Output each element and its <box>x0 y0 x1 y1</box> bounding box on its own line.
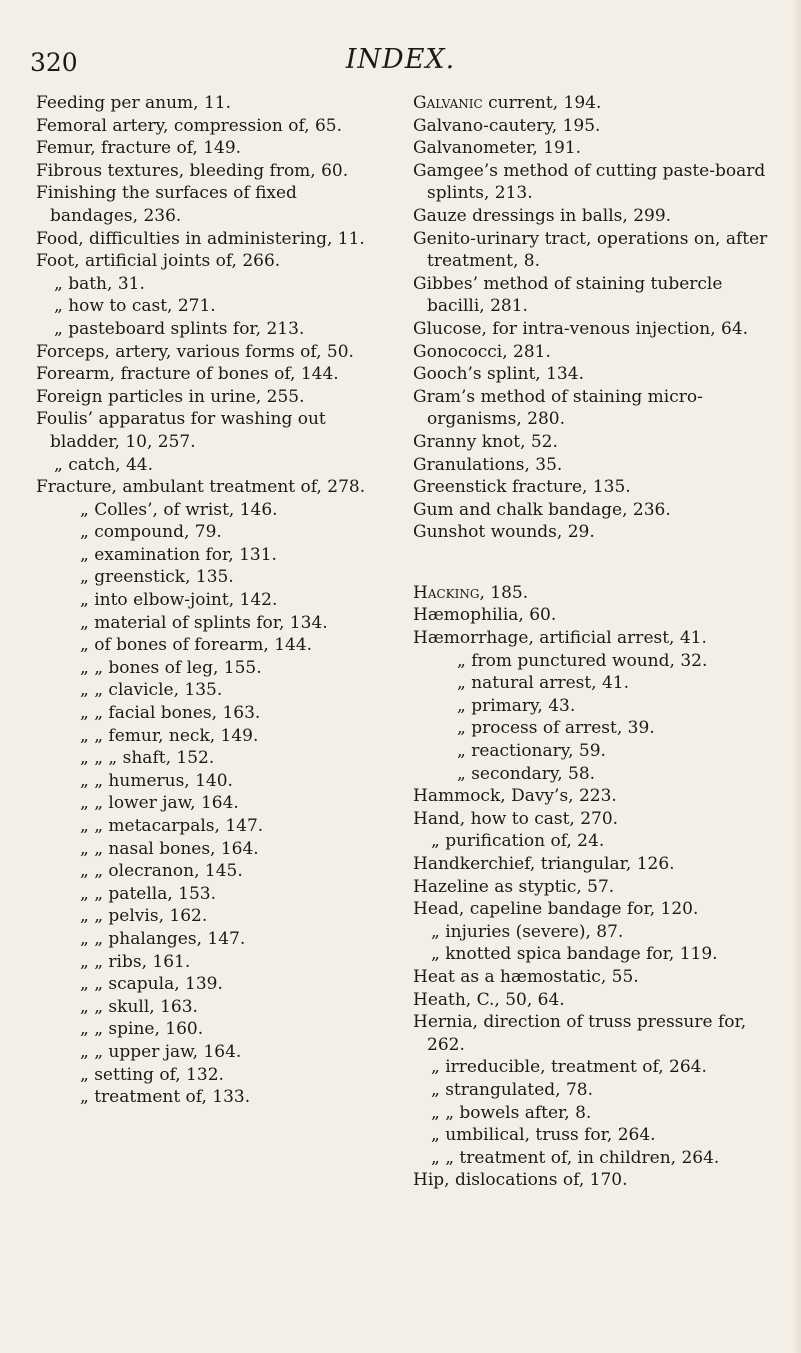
entry-text: , 185. <box>479 582 529 603</box>
entry-text: „ „ metacarpals, 147. <box>80 816 264 836</box>
entry-text: Femoral artery, compression of, 65. <box>36 115 342 136</box>
entry-text: „ „ patella, 153. <box>80 883 216 904</box>
index-entry <box>457 740 773 763</box>
index-entry <box>431 1102 773 1125</box>
entry-text: „ „ humerus, 140. <box>80 770 233 791</box>
left-column <box>36 92 386 1109</box>
index-entry <box>431 1056 773 1079</box>
entry-text: Food, difficulties in administering, 11. <box>36 228 365 249</box>
index-entry <box>80 951 386 974</box>
index-entry <box>36 476 386 499</box>
entry-text: „ reactionary, 59. <box>457 741 606 762</box>
index-entry <box>80 1041 386 1064</box>
index-entry <box>431 1147 773 1170</box>
entry-text: „ „ scapula, 139. <box>80 974 223 995</box>
entry-text: Fibrous textures, bleeding from, 60. <box>36 160 349 181</box>
entry-text: „ „ clavicle, 135. <box>80 680 223 701</box>
index-entry <box>413 205 773 228</box>
entry-text: „ bath, 31. <box>54 273 145 294</box>
entry-text: Gunshot wounds, 29. <box>413 522 595 543</box>
index-entry <box>431 830 773 853</box>
entry-text: „ from punctured wound, 32. <box>457 650 708 671</box>
index-entry <box>54 295 386 318</box>
entry-text: „ „ bones of leg, 155. <box>80 657 262 678</box>
entry-text: „ how to cast, 271. <box>54 296 216 317</box>
entry-text: „ „ phalanges, 147. <box>80 928 246 949</box>
section-lead-word: Hacking <box>413 582 480 603</box>
index-entry <box>413 785 773 808</box>
entry-text: „ process of arrest, 39. <box>457 718 655 739</box>
index-entry <box>80 589 386 612</box>
entry-text: „ „ spine, 160. <box>80 1019 204 1040</box>
index-entry <box>431 921 773 944</box>
index-entry <box>413 898 773 921</box>
index-entry <box>80 1018 386 1041</box>
index-entry <box>36 250 386 273</box>
entry-text: current, 194. <box>482 93 602 113</box>
index-entry <box>80 702 386 725</box>
index-entry <box>36 92 386 115</box>
entry-text: Forearm, fracture of bones of, 144. <box>36 364 339 385</box>
page-number: 320 <box>30 48 78 77</box>
entry-text: Granulations, 35. <box>413 454 563 475</box>
page-edge <box>793 0 801 1353</box>
entry-text: „ „ „ shaft, 152. <box>80 748 215 769</box>
entry-text: „ „ ribs, 161. <box>80 951 191 972</box>
index-entry <box>80 612 386 635</box>
entry-text: „ „ upper jaw, 164. <box>80 1041 242 1062</box>
index-entry <box>413 341 773 364</box>
entry-text: Greenstick fracture, 135. <box>413 477 631 498</box>
index-entry <box>36 160 386 183</box>
entry-text: Gamgee’s method of cutting paste-board splints, 213. <box>413 160 766 204</box>
index-entry <box>80 679 386 702</box>
index-entry <box>413 808 773 831</box>
index-entry <box>80 928 386 951</box>
entry-text: „ material of splints for, 134. <box>80 612 328 633</box>
index-entry <box>54 454 386 477</box>
index-entry <box>80 1086 386 1109</box>
entry-text: „ primary, 43. <box>457 695 576 716</box>
entry-text: „ Colles’, of wrist, 146. <box>80 499 278 520</box>
index-entry <box>413 476 773 499</box>
index-entry <box>413 160 773 205</box>
entry-text: „ secondary, 58. <box>457 763 596 784</box>
index-entry <box>80 973 386 996</box>
entry-text: Foreign particles in urine, 255. <box>36 386 305 407</box>
index-entry <box>80 905 386 928</box>
index-entry <box>80 815 386 838</box>
entry-text: Hazeline as styptic, 57. <box>413 876 615 897</box>
entry-text: Gonococci, 281. <box>413 341 551 362</box>
index-entry <box>431 1124 773 1147</box>
index-entry <box>413 582 773 605</box>
entry-text: Hæmophilia, 60. <box>413 605 557 626</box>
index-entry <box>36 408 386 453</box>
index-entry <box>80 499 386 522</box>
entry-text: Foulis’ apparatus for washing out bladder, 10, 257. <box>36 409 326 452</box>
index-entry <box>431 1079 773 1102</box>
index-entry <box>413 363 773 386</box>
entry-text: „ examination for, 131. <box>80 544 277 565</box>
entry-text: Heat as a hæmostatic, 55. <box>413 966 639 987</box>
index-entry <box>413 115 773 138</box>
entry-text: „ „ femur, neck, 149. <box>80 725 259 746</box>
entry-text: „ greenstick, 135. <box>80 567 234 588</box>
entry-text: „ umbilical, truss for, 264. <box>431 1125 656 1146</box>
index-entry <box>413 604 773 627</box>
entry-text: „ „ treatment of, in children, 264. <box>431 1147 720 1168</box>
index-entry <box>413 273 773 318</box>
entry-text: Galvano-cautery, 195. <box>413 115 601 136</box>
index-entry <box>54 318 386 341</box>
entry-text: „ „ olecranon, 145. <box>80 861 243 882</box>
entry-text: „ „ skull, 163. <box>80 996 198 1017</box>
index-entry <box>413 1169 773 1192</box>
index-entry <box>457 695 773 718</box>
entry-text: Forceps, artery, various forms of, 50. <box>36 341 354 362</box>
index-entry <box>36 137 386 160</box>
entry-text: „ of bones of forearm, 144. <box>80 635 313 656</box>
index-entry <box>80 544 386 567</box>
index-entry <box>413 137 773 160</box>
index-entry <box>80 996 386 1019</box>
index-entry <box>413 966 773 989</box>
index-entry <box>413 228 773 273</box>
entry-text: „ treatment of, 133. <box>80 1087 251 1108</box>
entry-text: „ „ nasal bones, 164. <box>80 838 259 859</box>
entry-text: Foot, artificial joints of, 266. <box>36 251 281 272</box>
entry-text: Hernia, direction of truss pressure for, 262. <box>413 1012 747 1055</box>
index-entry <box>80 725 386 748</box>
running-head: INDEX. <box>345 44 456 75</box>
entry-text: Gauze dressings in balls, 299. <box>413 205 672 226</box>
entry-text: „ „ pelvis, 162. <box>80 906 208 927</box>
index-entry <box>457 717 773 740</box>
entry-text: Head, capeline bandage for, 120. <box>413 899 699 920</box>
index-entry <box>413 431 773 454</box>
entry-text: Gibbes’ method of staining tubercle bacilli, 281. <box>413 273 723 317</box>
entry-text: „ into elbow-joint, 142. <box>80 590 278 611</box>
index-entry <box>413 499 773 522</box>
entry-text: „ catch, 44. <box>54 454 154 475</box>
index-entry <box>80 860 386 883</box>
index-entry <box>80 657 386 680</box>
index-entry <box>36 182 386 227</box>
index-entry <box>36 115 386 138</box>
section-lead-word: Galvanic <box>413 93 483 113</box>
index-entry <box>413 521 773 544</box>
entry-text: „ irreducible, treatment of, 264. <box>431 1057 707 1078</box>
entry-text: „ knotted spica bandage for, 119. <box>431 944 718 965</box>
index-entry <box>54 273 386 296</box>
entry-text: „ „ lower jaw, 164. <box>80 793 239 814</box>
index-entry <box>413 989 773 1012</box>
entry-text: Galvanometer, 191. <box>413 138 582 159</box>
index-entry <box>413 1011 773 1056</box>
index-entry <box>80 634 386 657</box>
index-entry <box>80 566 386 589</box>
entry-text: „ natural arrest, 41. <box>457 673 630 694</box>
entry-text: Genito-urinary tract, operations on, after treatment, 8. <box>413 228 768 272</box>
index-entry <box>36 386 386 409</box>
entry-text: Granny knot, 52. <box>413 431 558 452</box>
entry-text: Glucose, for intra-venous injection, 64. <box>413 318 749 339</box>
index-entry <box>80 747 386 770</box>
index-entry <box>80 770 386 793</box>
entry-text: „ purification of, 24. <box>431 831 605 852</box>
entry-text: Hæmorrhage, artificial arrest, 41. <box>413 628 707 649</box>
entry-text: Hip, dislocations of, 170. <box>413 1170 628 1191</box>
entry-text: Gram’s method of staining micro-organisms, 280. <box>413 386 703 430</box>
index-entry <box>413 853 773 876</box>
entry-text: „ „ bowels after, 8. <box>431 1102 592 1123</box>
entry-text: Hammock, Davy’s, 223. <box>413 786 617 807</box>
index-entry <box>457 672 773 695</box>
entry-text: „ setting of, 132. <box>80 1064 224 1085</box>
index-entry <box>413 876 773 899</box>
entry-text: Heath, C., 50, 64. <box>413 989 565 1010</box>
entry-text: Femur, fracture of, 149. <box>36 138 242 159</box>
entry-text: Gum and chalk bandage, 236. <box>413 499 671 520</box>
index-entry <box>457 763 773 786</box>
section-gap <box>413 544 773 582</box>
index-entry <box>413 92 773 115</box>
index-entry <box>80 521 386 544</box>
entry-text: Finishing the surfaces of fixed bandages, 236. <box>36 183 297 226</box>
index-entry <box>80 838 386 861</box>
index-entry <box>36 341 386 364</box>
index-entry <box>413 454 773 477</box>
right-column <box>413 92 773 1192</box>
entry-text: „ strangulated, 78. <box>431 1079 593 1100</box>
index-entry <box>457 650 773 673</box>
index-entry <box>413 627 773 650</box>
entry-text: Handkerchief, triangular, 126. <box>413 854 675 874</box>
index-entry <box>80 883 386 906</box>
entry-text: „ „ facial bones, 163. <box>80 703 261 724</box>
entry-text: Hand, how to cast, 270. <box>413 808 619 829</box>
entry-text: „ compound, 79. <box>80 522 222 543</box>
index-entry <box>36 363 386 386</box>
index-entry <box>413 318 773 341</box>
entry-text: Gooch’s splint, 134. <box>413 364 584 385</box>
index-entry <box>413 386 773 431</box>
entry-text: Feeding per anum, 11. <box>36 93 232 113</box>
entry-text: Fracture, ambulant treatment of, 278. <box>36 477 366 498</box>
index-entry <box>431 943 773 966</box>
index-entry <box>36 228 386 251</box>
entry-text: „ injuries (severe), 87. <box>431 921 624 942</box>
index-entry <box>80 1064 386 1087</box>
entry-text: „ pasteboard splints for, 213. <box>54 318 305 339</box>
index-entry <box>80 792 386 815</box>
